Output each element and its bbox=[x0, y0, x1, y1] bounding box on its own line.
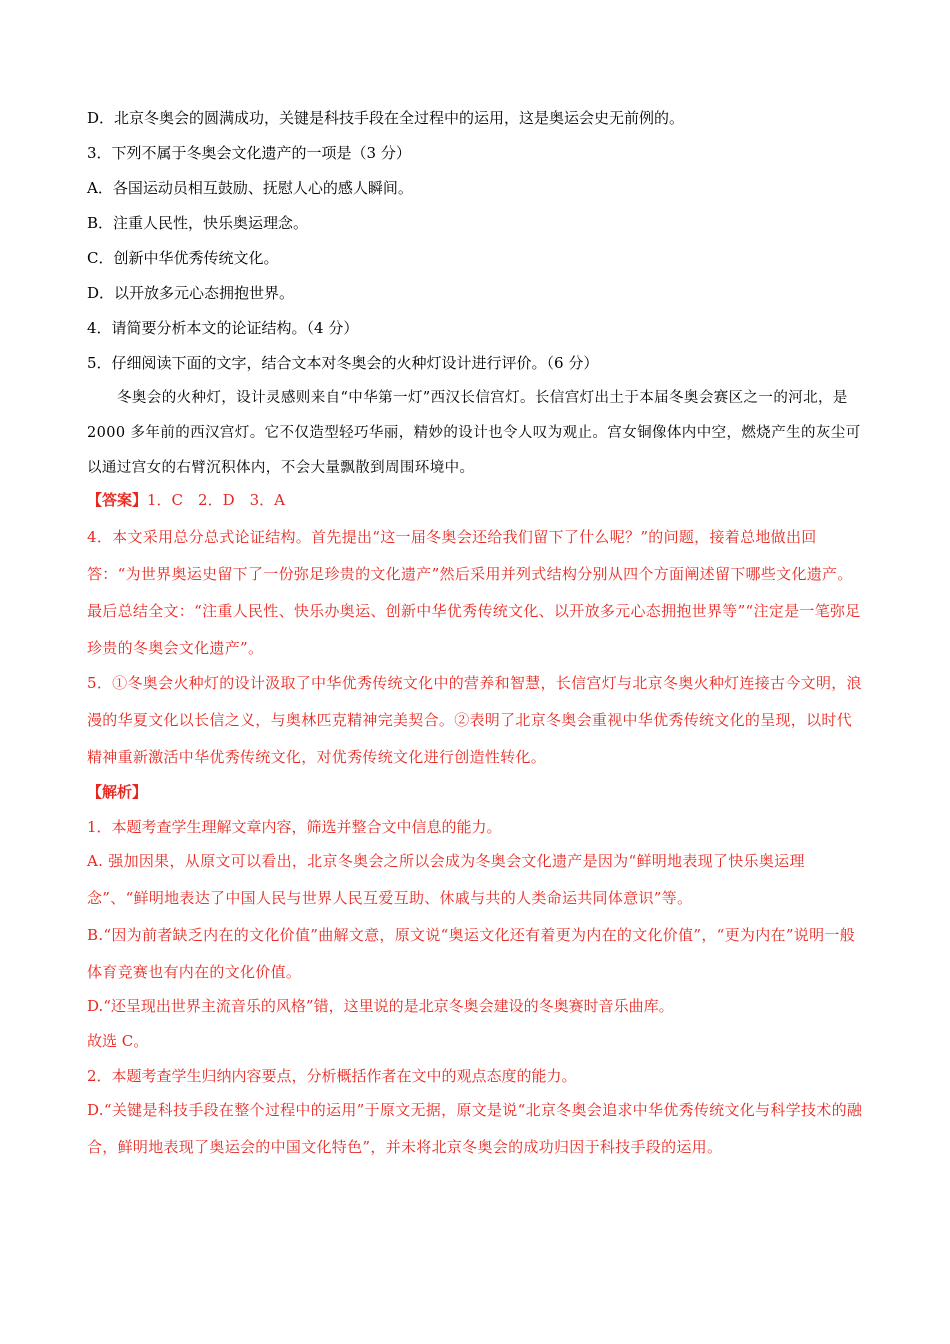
q3-option-c: C．创新中华优秀传统文化。 bbox=[87, 249, 279, 267]
passage-text: 冬奥会的火种灯，设计灵感则来自“中华第一灯”西汉长信宫灯。长信宫灯出土于本届冬奥会赛区之一的河北，是 2000 多年前的西汉宫灯。它不仅造型轻巧华丽，精妙的设计也令人叹为观止。宫女铜像体内中空，燃烧产生的灰尘可以通过宫女的右臂沉积体内，不会大量飘散到周围环境中。 bbox=[87, 390, 861, 476]
q4-stem: 4．请简要分析本文的论证结构。（4 分） bbox=[87, 319, 359, 337]
answer-4: 4．本文采用总分总式论证结构。首先提出“这一届冬奥会还给我们留下了什么呢？”的问题，接着总地做出回答：“为世界奥运史留下了一份弥足珍贵的文化遗产”然后采用并列式结构分别从四个方面阐述留下哪些文化遗产。最后总结全文：“注重人民性、快乐办奥运、创新中华优秀传统文化、以开放多元心态拥抱世界等”“注定是一笔弥足珍贵的冬奥会文化遗产”。 bbox=[87, 528, 861, 657]
analysis-label: 【解析】 bbox=[87, 783, 148, 801]
answer-5: 5．①冬奥会火种灯的设计汲取了中华优秀传统文化中的营养和智慧，长信宫灯与北京冬奥火种灯连接古今文明，浪漫的华夏文化以长信之义，与奥林匹克精神完美契合。②表明了北京冬奥会重视中华优秀传统文化的呈现，以时代精神重新激活中华优秀传统文化，对优秀传统文化进行创造性转化。 bbox=[87, 674, 862, 766]
q5-stem: 5．仔细阅读下面的文字，结合文本对冬奥会的火种灯设计进行评价。（6 分） bbox=[87, 354, 599, 372]
analysis-2-d: D.“关键是科技手段在整个过程中的运用”于原文无据，原文是说“北京冬奥会追求中华优秀传统文化与科学技术的融合，鲜明地表现了奥运会的中国文化特色”，并未将北京冬奥会的成功归因于科技手段的运用。 bbox=[87, 1101, 863, 1156]
q3-option-a: A．各国运动员相互鼓励、抚慰人心的感人瞬间。 bbox=[87, 179, 413, 197]
analysis-1-b: B.“因为前者缺乏内在的文化价值”曲解文意，原文说“奥运文化还有着更为内在的文化价值”，“更为内在”说明一般体育竞赛也有内在的文化价值。 bbox=[87, 926, 856, 981]
answer-line bbox=[87, 490, 863, 510]
q3-option-b: B．注重人民性，快乐奥运理念。 bbox=[87, 214, 309, 232]
q2-option-d: D．北京冬奥会的圆满成功，关键是科技手段在全过程中的运用，这是奥运会史无前例的。 bbox=[87, 109, 685, 127]
answer-label: 【答案】 bbox=[87, 491, 148, 509]
q3-stem: 3．下列不属于冬奥会文化遗产的一项是（3 分） bbox=[87, 144, 411, 162]
document-page bbox=[87, 108, 863, 1166]
analysis-1-a: A. 强加因果，从原文可以看出，北京冬奥会之所以会成为冬奥会文化遗产是因为“鲜明地表现了快乐奥运理念”、“鲜明地表达了中国人民与世界人民互爱互助、休戚与共的人类命运共同体意识”等。 bbox=[87, 852, 805, 907]
q5-passage bbox=[87, 381, 863, 486]
analysis-1-d: D.“还呈现出世界主流音乐的风格”错，这里说的是北京冬奥会建设的冬奥赛时音乐曲库。 bbox=[87, 997, 674, 1015]
analysis-1-end: 故选 C。 bbox=[87, 1032, 149, 1050]
q3-option-d: D．以开放多元心态拥抱世界。 bbox=[87, 284, 295, 302]
analysis-1: 1．本题考查学生理解文章内容，筛选并整合文中信息的能力。 bbox=[87, 818, 502, 836]
analysis-2: 2．本题考查学生归纳内容要点，分析概括作者在文中的观点态度的能力。 bbox=[87, 1067, 577, 1085]
answer-choices: 1．C 2．D 3．A bbox=[147, 491, 285, 509]
